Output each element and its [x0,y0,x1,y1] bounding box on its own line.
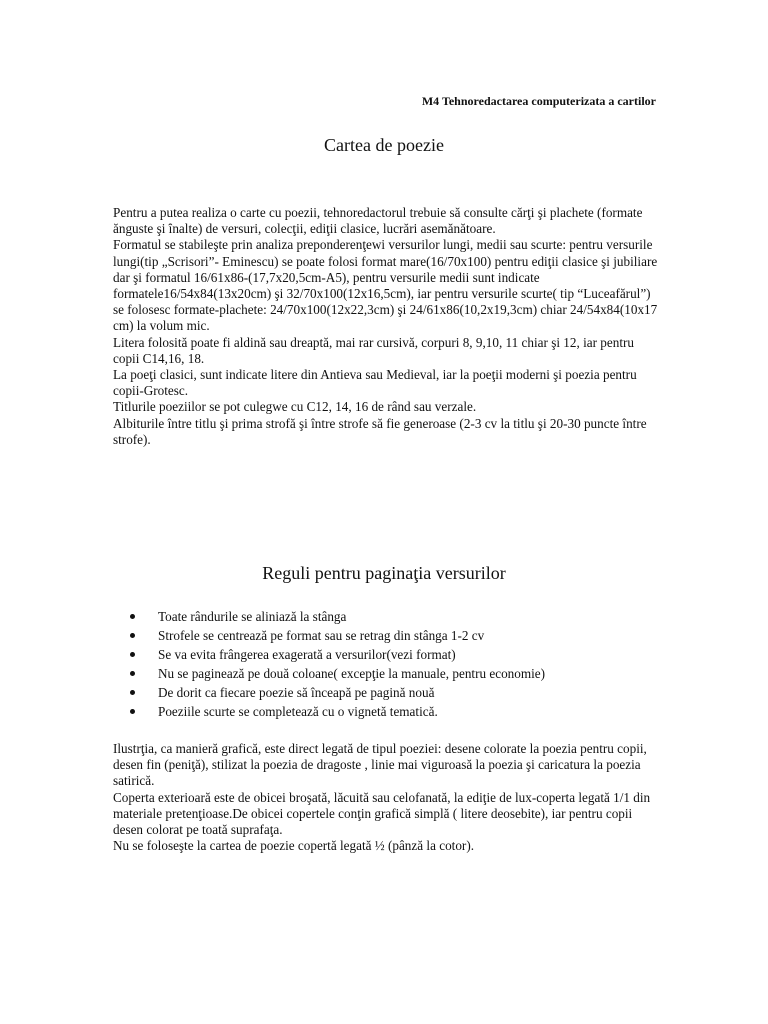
intro-section [113,205,663,448]
list-item-text: Toate rândurile se aliniază la stânga [158,609,347,624]
list-item [113,664,673,683]
page-header: M4 Tehnoredactarea computerizata a cartilor [421,94,656,108]
section-title: Reguli pentru paginaţia versurilor [262,563,506,583]
bullet-icon [130,690,135,695]
list-item-text: Nu se paginează pe două coloane( excepţie la manuale, pentru economie) [158,666,546,681]
paragraph: Litera folosită poate fi aldină sau dreaptă, mai rar cursivă, corpuri 8, 9,10, 11 chiar şi 12, iar pentru copii C14,16, 18. [113,334,634,366]
bullet-icon [130,671,135,676]
list-item-text: Se va evita frângerea exagerată a versurilor(vezi format) [158,647,456,662]
paragraph: La poeţi clasici, sunt indicate litere din Antieva sau Medieval, iar la poeţii moderni şi poezia pentru copii-Grotesc. [113,367,637,399]
paragraph: Albiturile între titlu şi prima strofă şi între strofe să fie generoase (2-3 cv la titlu şi 20-30 puncte între strofe). [113,415,647,447]
list-item [113,683,673,702]
illustration-section [113,741,663,854]
rules-list [113,607,673,721]
list-item [113,645,673,664]
list-item [113,702,673,721]
bullet-icon [130,614,135,619]
list-item-text: De dorit ca fiecare poezie să înceapă pe pagină nouă [158,685,435,700]
paragraph: Coperta exterioară este de obicei broşată, lăcuită sau celofanată, la ediţie de lux-coperta legată 1/1 din materiale pretenţioase.De obicei copertele conţin grafică simplă ( litere deosebite), iar pentru copii desen colorat pe toată suprafaţa. [113,789,651,838]
list-item-text: Strofele se centrează pe format sau se retrag din stânga 1-2 cv [158,628,485,643]
list-item [113,607,673,626]
bullet-icon [130,652,135,657]
list-item-text: Poeziile scurte se completează cu o vignetă tematică. [158,704,438,719]
bullet-icon [130,633,135,638]
document-title: Cartea de poezie [324,135,444,155]
paragraph: Nu se foloseşte la cartea de poezie copertă legată ½ (pânză la cotor). [113,838,475,854]
paragraph: Pentru a putea realiza o carte cu poezii, tehnoredactorul trebuie să consulte cărţi şi plachete (formate ănguste şi ȋnalte) de versuri, colecţii, ediţii clasice, lucrări asemănătoare. [113,205,643,237]
paragraph: Ilustrţia, ca manieră grafică, este direct legată de tipul poeziei: desene colorate la poezia pentru copii, desen fin (peniţă), stilizat la poezia de dragoste , linie mai viguroasă la poezia şi caricatura la poezia satirică. [113,741,647,789]
paragraph: Formatul se stabileşte prin analiza preponderenţewi versurilor lungi, medii sau scurte: pentru versurile lungi(tip „Scrisori”- Eminescu) se poate folosi format mare(16/70x100) pentru ediţii clasice şi jubiliare dar şi formatul 16/61x86-(17,7x20,5cm-A5), pentru versurile medii sunt indicate formatele16/54x84(13x20cm) şi 32/70x100(12x16,5cm), iar pentru versurile scurte( tip “Luceafărul”) se folosesc formate-plachete: 24/70x100(12x22,3cm) şi 24/61x86(10,2x19,3cm) chiar 24/54x84(10x17 cm) la volum mic. [113,237,658,334]
paragraph: Titlurile poeziilor se pot culegwe cu C12, 14, 16 de rând sau verzale. [113,399,477,415]
list-item [113,626,673,645]
bullet-icon [130,709,135,714]
